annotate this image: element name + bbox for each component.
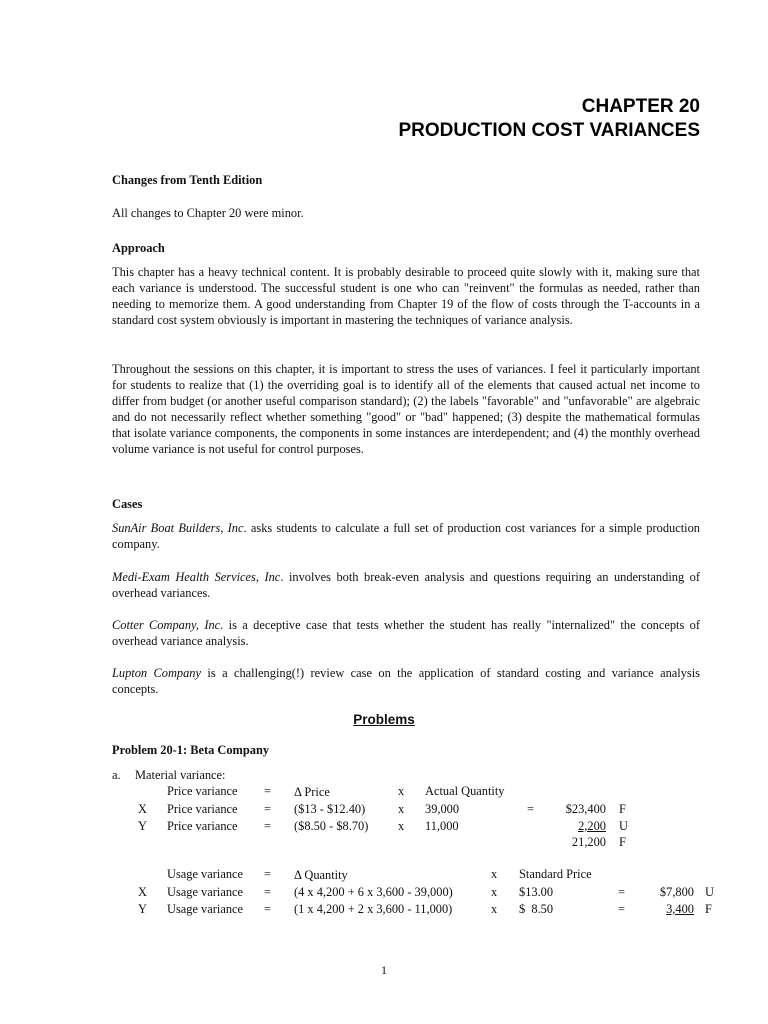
case-name: Cotter Company, Inc: [112, 618, 221, 632]
case-name: Medi-Exam Health Services, Inc: [112, 570, 281, 584]
standard-price-term: Standard Price: [519, 867, 592, 881]
equals-sign: =: [264, 819, 271, 833]
product-label: Y: [138, 819, 147, 833]
product-label: X: [138, 802, 147, 816]
variance-amount: $7,800: [659, 885, 694, 899]
case-name: Lupton Company: [112, 666, 202, 680]
cases-heading: Cases: [112, 497, 143, 511]
equals-sign: =: [264, 885, 271, 899]
variance-flag: F: [619, 835, 626, 849]
price-expression: ($8.50 - $8.70): [294, 819, 369, 833]
times-sign: x: [491, 867, 498, 881]
delta-quantity-term: Δ Quantity: [294, 868, 348, 882]
case-description: . is a deceptive case that tests whether the student has really "internalized" the concepts of overhead variance analysis.: [112, 618, 700, 648]
changes-heading: Changes from Tenth Edition: [112, 173, 263, 187]
chapter-heading: [398, 95, 700, 143]
case-paragraph: [112, 665, 700, 697]
quantity-value: 39,000: [425, 802, 460, 816]
usage-variance-label: Usage variance: [167, 867, 244, 881]
case-paragraph: [112, 569, 700, 601]
times-sign: x: [398, 819, 405, 833]
delta-price-term: Δ Price: [294, 785, 330, 799]
variance-flag: F: [705, 902, 712, 916]
times-sign: x: [491, 885, 498, 899]
variance-amount-underlined: [640, 901, 694, 917]
equals-sign: =: [264, 902, 271, 916]
actual-quantity-term: Actual Quantity: [425, 784, 505, 798]
variance-flag: U: [619, 819, 628, 833]
usage-expression: (4 x 4,200 + 6 x 3,600 - 39,000): [294, 885, 453, 899]
times-sign: x: [491, 902, 498, 916]
equals-sign: =: [618, 885, 625, 899]
problem-title: Problem 20-1: Beta Company: [112, 743, 270, 757]
times-sign: x: [398, 802, 405, 816]
variance-flag: F: [619, 802, 626, 816]
row-label: Usage variance: [167, 885, 244, 899]
chapter-number: CHAPTER 20: [581, 96, 700, 117]
variance-flag: U: [705, 885, 714, 899]
case-description: . asks students to calculate a full set of production cost variances for a simple production company.: [112, 521, 700, 551]
case-name: SunAir Boat Builders, Inc: [112, 521, 244, 535]
price-expression: ($13 - $12.40): [294, 802, 366, 816]
price-variance-label: Price variance: [167, 784, 238, 798]
variance-amount: 2,200: [578, 819, 606, 833]
variance-amount: 3,400: [666, 902, 694, 916]
changes-text: All changes to Chapter 20 were minor.: [112, 206, 304, 220]
equals-sign: =: [264, 802, 271, 816]
product-label: X: [138, 885, 147, 899]
part-marker: a.: [112, 768, 121, 782]
page-number: 1: [381, 963, 387, 977]
case-paragraph: [112, 617, 700, 649]
approach-paragraph-1: This chapter has a heavy technical content. It is probably desirable to proceed quite slowly with it, making sure that each variance is understood. The successful student is one who can "reinvent" the formulas as needed, rather than needing to memorize them. A good understanding from Chapter 19 of the flow of costs through the T-accounts in a standard cost system obviously is important in mastering the techniques of variance analysis.: [112, 265, 700, 327]
case-paragraph: [112, 520, 700, 552]
case-description: is a challenging(!) review case on the application of standard costing and variance analysis concepts.: [112, 666, 700, 696]
equals-sign: =: [264, 784, 271, 798]
times-sign: x: [398, 784, 405, 798]
case-description: . involves both break-even analysis and questions requiring an understanding of overhead variances.: [112, 570, 701, 600]
equals-sign: =: [264, 867, 271, 881]
price-variance-total: 21,200: [571, 835, 606, 849]
variance-amount-underlined: [548, 818, 606, 834]
approach-heading: Approach: [112, 241, 165, 255]
problems-heading: Problems: [353, 712, 415, 727]
quantity-value: 11,000: [425, 819, 459, 833]
chapter-title: PRODUCTION COST VARIANCES: [398, 120, 700, 141]
standard-price-value: $ 8.50: [519, 902, 554, 916]
variance-amount: $23,400: [565, 802, 606, 816]
usage-expression: (1 x 4,200 + 2 x 3,600 - 11,000): [294, 902, 453, 916]
row-label: Usage variance: [167, 902, 244, 916]
part-label: Material variance:: [135, 768, 226, 782]
equals-sign: =: [618, 902, 625, 916]
equals-sign: =: [527, 802, 534, 816]
product-label: Y: [138, 902, 147, 916]
row-label: Price variance: [167, 802, 238, 816]
row-label: Price variance: [167, 819, 238, 833]
approach-paragraph-2: Throughout the sessions on this chapter, it is important to stress the uses of variances. I feel it particularly important for students to realize that (1) the overriding goal is to identify all of the elements that caused actual net income to differ from budget (or another useful comparison standard); (2) the labels "favorable" and "unfavorable" are algebraic and do not necessarily reflect whether something "good" or "bad" happened; (3) despite the mathematical formulas that isolate variance components, the components in some instances are interdependent; and (4) the monthly overhead volume variance is not useful for control purposes.: [112, 362, 700, 456]
standard-price-value: $13.00: [519, 885, 554, 899]
